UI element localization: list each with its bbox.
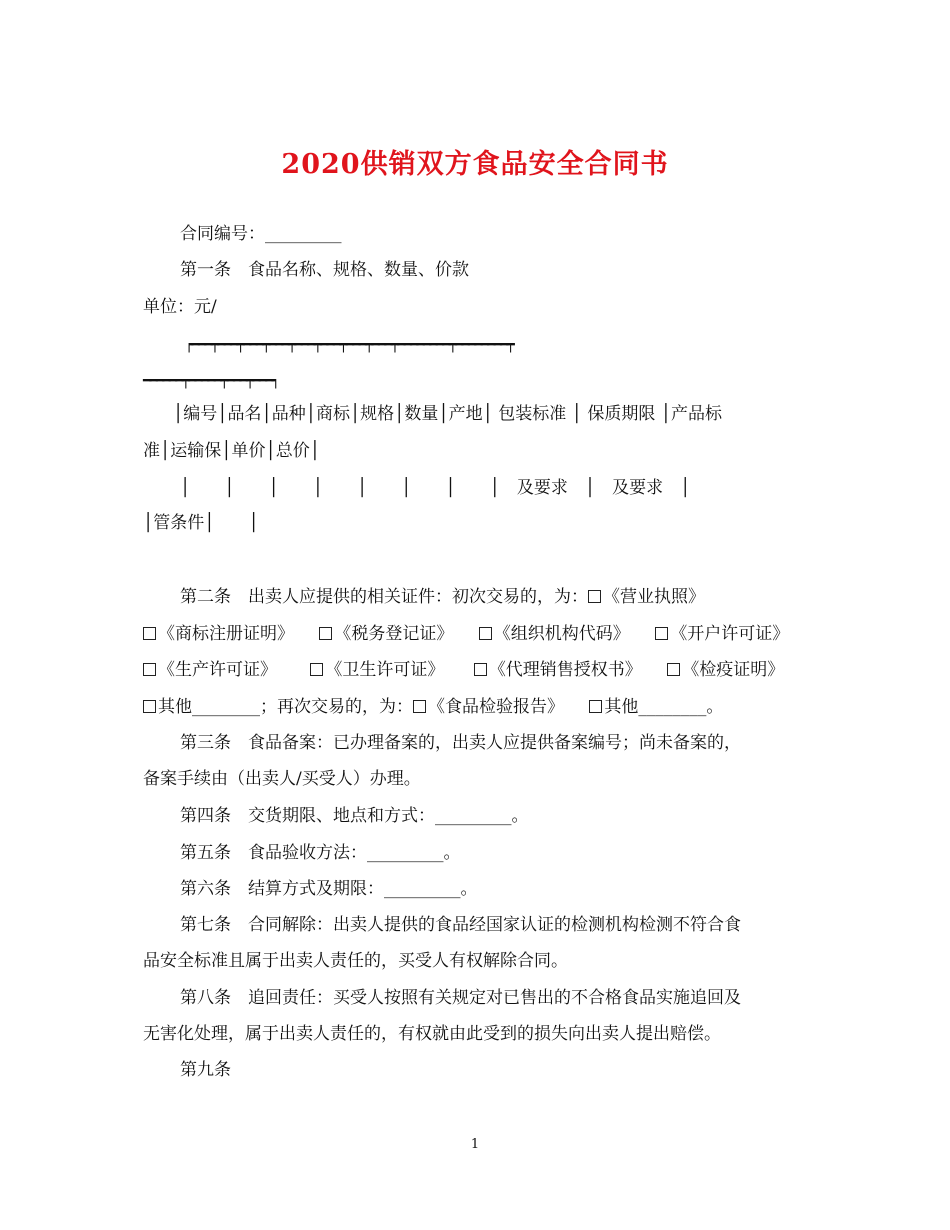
checkbox-icon [143,663,156,676]
doc-production-permit: 《生产许可证》 [158,660,277,680]
doc-org-code: 《组织机构代码》 [493,624,630,644]
checkbox-icon [589,700,602,713]
article-8-line-1: 第八条 追回责任：买受人按照有关规定对已售出的不合格食品实施追回及 [180,988,741,1008]
page-number: 1 [470,1137,480,1152]
article-9: 第九条 [180,1060,231,1080]
doc-business-license: 《营业执照》 [603,587,705,607]
document-title: 2020供销双方食品安全合同书 [281,149,669,180]
article-7-line-2: 品安全标准且属于出卖人责任的，买受人有权解除合同。 [143,951,568,971]
article-2-line-1 [180,586,705,608]
table-header-row-cont: 准│运输保│单价│总价│ [143,441,320,461]
doc-other-initial: 其他________；再次交易的，为： [158,697,413,717]
checkbox-icon [474,663,487,676]
article-2-line-4 [143,696,723,718]
article-2-line-2 [143,623,789,645]
checkbox-icon [655,627,668,640]
checkbox-icon [479,627,492,640]
checkbox-icon [413,700,426,713]
doc-health-permit: 《卫生许可证》 [325,660,445,680]
article-4: 第四条 交货期限、地点和方式：_________。 [180,806,529,826]
checkbox-icon [319,627,332,640]
checkbox-icon [143,700,156,713]
table-top-rule-cont: ━━━━━━┯━━━━━┯━━━┯━━━┑ [143,373,279,389]
article-5: 第五条 食品验收方法：_________。 [180,843,461,863]
doc-other-repeat: 其他________。 [604,697,724,717]
contract-number: 合同编号：_________ [180,224,342,244]
article-3-line-2: 备案手续由（出卖人/买受人）办理。 [143,769,421,789]
table-header-row: │编号│品名│品种│商标│规格│数量│产地│ 包装标准 │ 保质期限 │产品标 [173,404,722,424]
table-top-rule: ┍━━━┯━━━┯━━━┯━━━┯━━━┯━━━┯━━━┯━━━┯━━━━━━━━┯━━━━━━━━┯ [185,337,513,353]
article-6: 第六条 结算方式及期限：_________。 [180,879,478,899]
table-subheader-row-cont: │管条件│ │ [143,513,259,533]
article-2-intro: 第二条 出卖人应提供的相关证件：初次交易的，为： [180,587,588,607]
doc-quarantine: 《检疫证明》 [682,660,785,680]
article-8-line-2: 无害化处理，属于出卖人责任的，有权就由此受到的损失向出卖人提出赔偿。 [143,1024,721,1044]
doc-sales-authorization: 《代理销售授权书》 [488,660,642,680]
article-7-line-1: 第七条 合同解除：出卖人提供的食品经国家认证的检测机构检测不符合食 [180,915,741,935]
article-1-heading: 第一条 食品名称、规格、数量、价款 [180,260,469,280]
article-2-line-3 [143,659,784,681]
checkbox-icon [588,590,601,603]
article-3-line-1: 第三条 食品备案：已办理备案的，出卖人应提供备案编号；尚未备案的， [180,733,741,753]
checkbox-icon [667,663,680,676]
checkbox-icon [143,627,156,640]
doc-inspection-report: 《食品检验报告》 [428,697,564,717]
table-subheader-row: │ │ │ │ │ │ │ │ 及要求 │ 及要求 │ [180,478,691,498]
unit-label: 单位：元/ [143,297,217,317]
doc-tax: 《税务登记证》 [334,624,454,644]
doc-trademark: 《商标注册证明》 [158,624,294,644]
doc-account-permit: 《开户许可证》 [670,624,790,644]
checkbox-icon [310,663,323,676]
